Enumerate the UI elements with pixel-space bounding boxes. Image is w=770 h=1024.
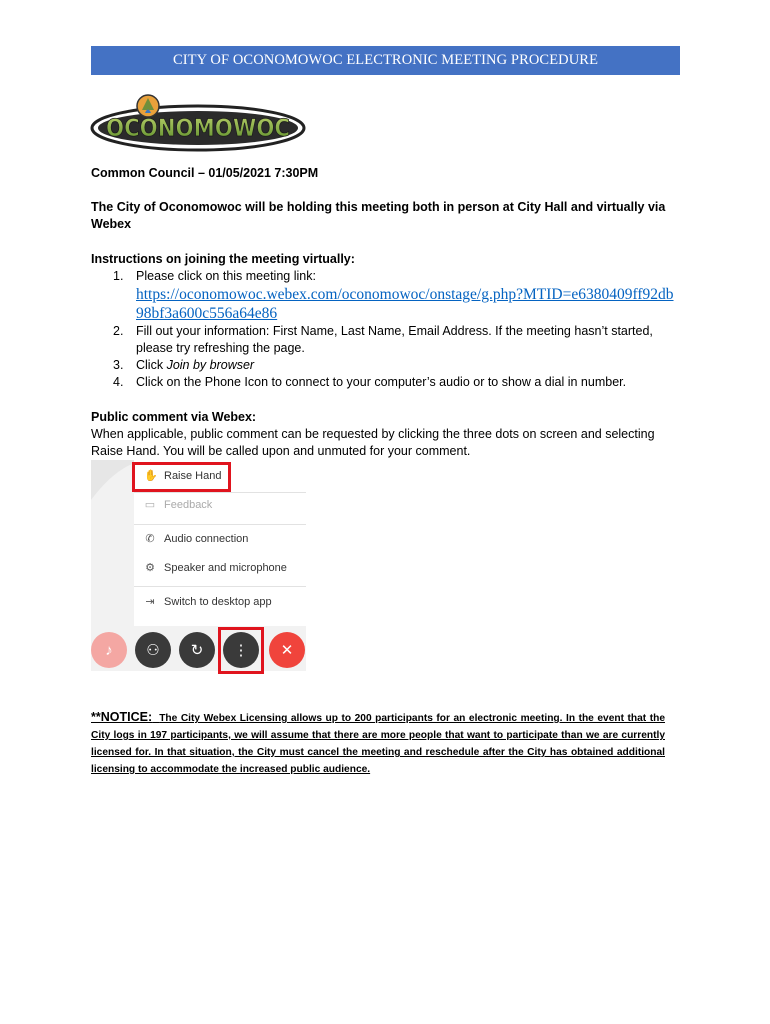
meeting-description: The City of Oconomowoc will be holding this meeting both in person at City Hall and virtually via Webex bbox=[91, 200, 666, 231]
more-icon: ⋮ bbox=[233, 642, 249, 659]
public-comment-heading: Public comment via Webex: bbox=[91, 410, 257, 424]
menu-divider bbox=[134, 492, 306, 493]
step-text: Fill out your information: First Name, Last Name, Email Address. If the meeting hasn’t started, please try refreshing the page. bbox=[136, 324, 653, 355]
menu-item-switch-desktop[interactable] bbox=[144, 592, 272, 612]
step-text: Please click on this meeting link: bbox=[136, 269, 316, 283]
list-item bbox=[91, 323, 681, 357]
end-call-icon: ✕ bbox=[280, 642, 294, 659]
list-item bbox=[91, 357, 681, 374]
step-number: 1. bbox=[113, 269, 124, 283]
menu-item-speaker-microphone[interactable] bbox=[144, 558, 287, 578]
raise-hand-highlight bbox=[132, 462, 231, 492]
phone-icon: ✆ bbox=[145, 533, 155, 545]
step-number: 4. bbox=[113, 375, 124, 389]
notice-text: The City Webex Licensing allows up to 200 participants for an electronic meeting. In the event that the City logs in 197 participants, we will assume that there are more people that want to participate than we are currently licensed for. In that situation, the City must cancel the meeting and reschedule after the City has obtained additional licensing to accommodate the increased public audience. bbox=[91, 713, 665, 775]
menu-item-feedback[interactable] bbox=[144, 495, 212, 515]
participants-button[interactable] bbox=[135, 632, 171, 668]
instructions-list bbox=[91, 268, 681, 391]
public-comment-body: When applicable, public comment can be requested by clicking the three dots on screen and selecting Raise Hand. You will be called upon and unmuted for your comment. bbox=[91, 427, 655, 458]
menu-divider bbox=[134, 586, 306, 587]
city-logo bbox=[90, 92, 306, 154]
menu-item-label: Speaker and microphone bbox=[164, 562, 287, 574]
participants-icon: ⚇ bbox=[146, 642, 160, 659]
step-number: 2. bbox=[113, 324, 124, 338]
menu-divider bbox=[134, 524, 306, 525]
refresh-icon: ↻ bbox=[190, 642, 204, 659]
meeting-title: Common Council – 01/05/2021 7:30PM bbox=[91, 166, 319, 180]
notice-label: **NOTICE: bbox=[91, 710, 153, 724]
feedback-icon: ▭ bbox=[144, 499, 156, 511]
mute-button[interactable] bbox=[91, 632, 127, 668]
mute-icon: ♪ bbox=[105, 641, 113, 659]
end-call-button[interactable] bbox=[269, 632, 305, 668]
refresh-button[interactable] bbox=[179, 632, 215, 668]
step-text-italic: Join by browser bbox=[166, 358, 255, 372]
menu-item-label: Audio connection bbox=[164, 533, 249, 545]
instructions-heading: Instructions on joining the meeting virtually: bbox=[91, 252, 355, 266]
svg-text:OCONOMOWOC: OCONOMOWOC bbox=[106, 114, 290, 142]
list-item bbox=[91, 268, 681, 323]
menu-item-audio-connection[interactable] bbox=[144, 529, 248, 549]
menu-item-label: Feedback bbox=[164, 499, 213, 511]
licensing-notice bbox=[91, 709, 665, 778]
menu-item-label: Switch to desktop app bbox=[164, 596, 272, 608]
step-text: Click on the Phone Icon to connect to your computer’s audio or to show a dial in number. bbox=[136, 375, 627, 389]
meeting-link[interactable]: https://oconomowoc.webex.com/oconomowoc/onstage/g.php?MTID=e6380409ff92db98bf3a600c556a64e86 bbox=[136, 286, 674, 322]
step-text: Click bbox=[136, 358, 167, 372]
step-number: 3. bbox=[113, 358, 124, 372]
more-options-highlight bbox=[218, 627, 264, 674]
menu-item-label: Raise Hand bbox=[164, 470, 222, 482]
desktop-icon: ⇥ bbox=[145, 596, 155, 608]
hand-icon: ✋ bbox=[144, 470, 158, 482]
settings-icon: ⚙ bbox=[145, 562, 155, 574]
page-banner-title: CITY OF OCONOMOWOC ELECTRONIC MEETING PROCEDURE bbox=[91, 46, 680, 75]
list-item bbox=[91, 374, 681, 391]
